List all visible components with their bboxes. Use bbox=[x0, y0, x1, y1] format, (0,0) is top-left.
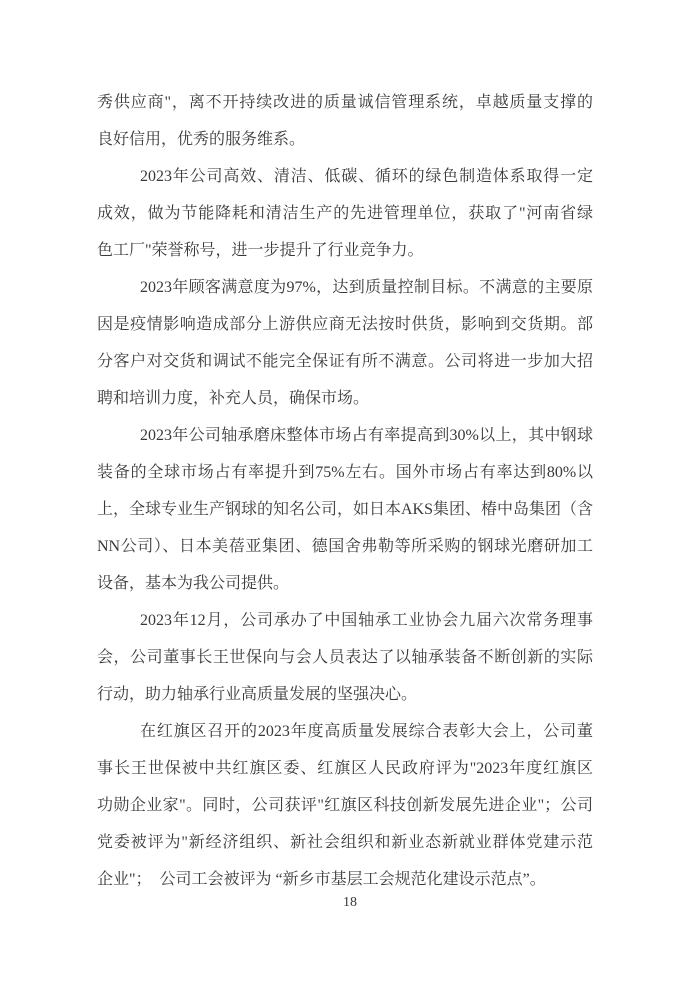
paragraph bbox=[97, 158, 593, 269]
text-line: 2023年公司高效、清洁、低碳、循环的绿色制造体系取得一定 bbox=[140, 168, 593, 185]
text-line: 2023年顾客满意度为97%，达到质量控制目标。不满意的主要原 bbox=[140, 279, 593, 296]
document-body bbox=[97, 84, 593, 898]
paragraph bbox=[97, 269, 593, 417]
text-line: 色工厂"荣誉称号，进一步提升了行业竞争力。 bbox=[97, 242, 424, 259]
text-line: 企业"； 公司工会被评为 “新乡市基层工会规范化建设示范点”。 bbox=[97, 871, 546, 888]
text-line: 2023年公司轴承磨床整体市场占有率提高到30%以上，其中钢球 bbox=[140, 427, 593, 444]
text-line: 事长王世保被中共红旗区委、红旗区人民政府评为"2023年度红旗区 bbox=[97, 760, 593, 777]
text-line: 会，公司董事长王世保向与会人员表达了以轴承装备不断创新的实际 bbox=[97, 649, 593, 666]
text-line: 成效，做为节能降耗和清洁生产的先进管理单位，获取了"河南省绿 bbox=[97, 205, 593, 222]
text-line: 良好信用，优秀的服务维系。 bbox=[97, 131, 306, 148]
text-line: 聘和培训力度，补充人员，确保市场。 bbox=[97, 390, 370, 407]
text-line: 党委被评为"新经济组织、新社会组织和新业态新就业群体党建示范 bbox=[97, 834, 593, 851]
paragraph bbox=[97, 84, 593, 158]
text-line: 设备，基本为我公司提供。 bbox=[97, 575, 290, 592]
text-line: 在红旗区召开的2023年度高质量发展综合表彰大会上，公司董 bbox=[140, 723, 593, 740]
text-line: 分客户对交货和调试不能完全保证有所不满意。公司将进一步加大招 bbox=[97, 353, 593, 370]
text-line: 因是疫情影响造成部分上游供应商无法按时供货，影响到交货期。部 bbox=[97, 316, 593, 333]
paragraph bbox=[97, 713, 593, 898]
text-line: 秀供应商"，离不开持续改进的质量诚信管理系统，卓越质量支撑的 bbox=[97, 94, 593, 111]
text-line: 行动，助力轴承行业高质量发展的坚强决心。 bbox=[97, 686, 418, 703]
text-line: 功勋企业家"。同时，公司获评"红旗区科技创新发展先进企业"；公司 bbox=[97, 797, 593, 814]
paragraph bbox=[97, 417, 593, 602]
text-line: 装备的全球市场占有率提升到75%左右。国外市场占有率达到80%以 bbox=[97, 464, 593, 481]
paragraph bbox=[97, 602, 593, 713]
text-line: 上，全球专业生产钢球的知名公司，如日本AKS集团、椿中岛集团（含 bbox=[97, 501, 593, 518]
page-number: 18 bbox=[343, 895, 357, 910]
text-line: NN公司）、日本美蓓亚集团、德国舍弗勒等所采购的钢球光磨研加工 bbox=[97, 538, 593, 555]
text-line: 2023年12月，公司承办了中国轴承工业协会九届六次常务理事 bbox=[140, 612, 593, 629]
